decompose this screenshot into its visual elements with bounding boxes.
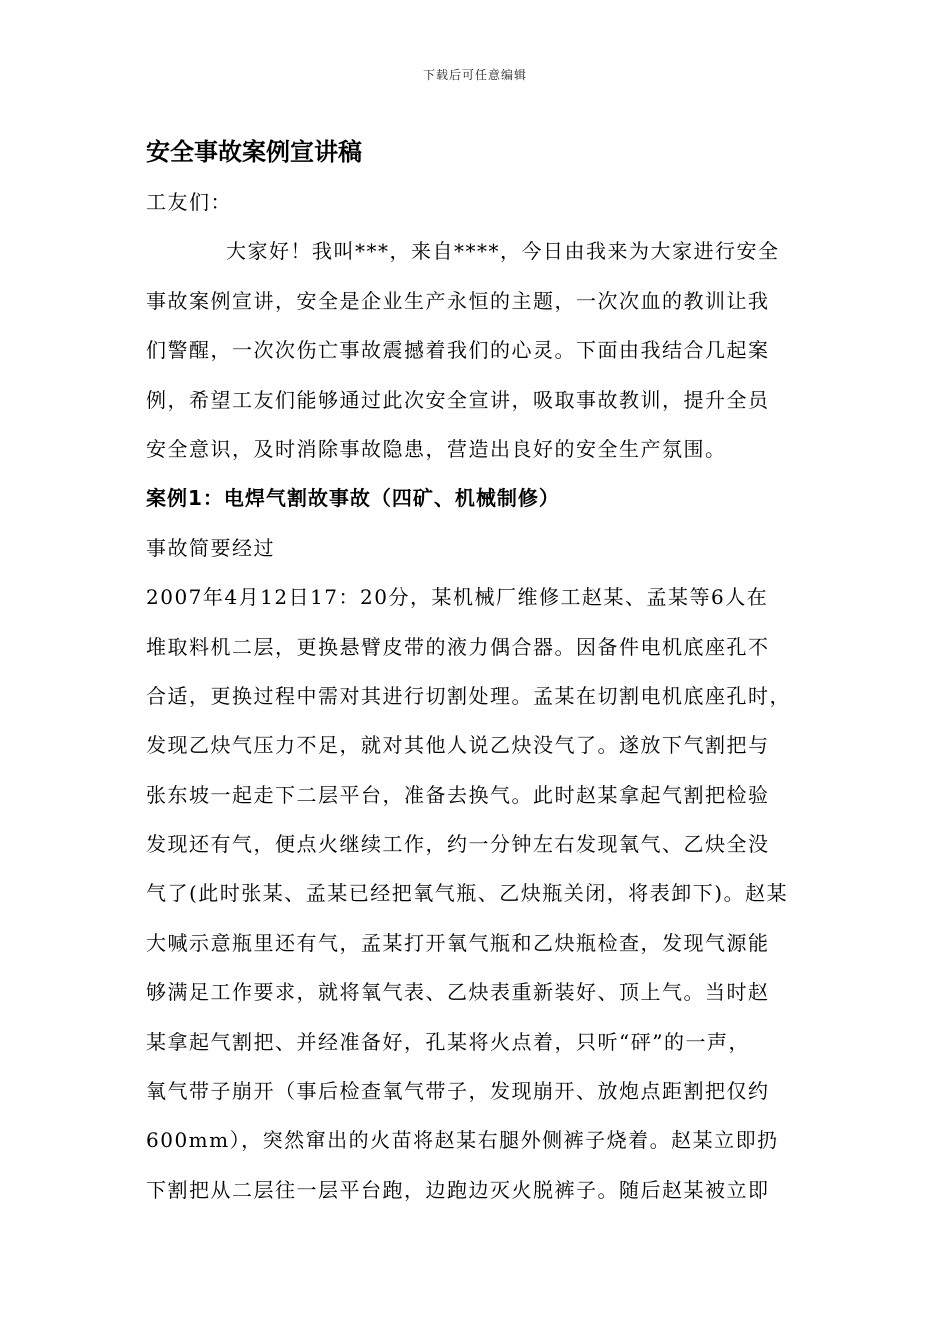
paragraph-line: 氧气带子崩开（事后检查氧气带子，发现崩开、放炮点距割把仅约	[146, 1079, 770, 1104]
document-title: 安全事故案例宣讲稿	[146, 138, 362, 166]
paragraph-line: 堆取料机二层，更换悬臂皮带的液力偶合器。因备件电机底座孔不	[146, 634, 770, 659]
paragraph-line: 600mm），突然窜出的火苗将赵某右腿外侧裤子烧着。赵某立即扔	[146, 1128, 779, 1153]
paragraph-line: 安全意识，及时消除事故隐患，营造出良好的安全生产氛围。	[146, 436, 727, 461]
paragraph-line: 事故案例宣讲，安全是企业生产永恒的主题，一次次血的教训让我	[146, 288, 770, 313]
paragraph-line: 够满足工作要求，就将氧气表、乙炔表重新装好、顶上气。当时赵	[146, 980, 770, 1005]
greeting-line: 工友们：	[146, 190, 232, 214]
header-note: 下载后可任意编辑	[422, 68, 527, 82]
paragraph-line: 某拿起气割把、并经准备好，孔某将火点着，只听“砰”的一声，	[146, 1029, 750, 1054]
case-paragraph	[146, 573, 816, 1215]
case-heading: 案例1：电焊气割故事故（四矿、机械制修）	[146, 486, 560, 511]
paragraph-line: 下割把从二层往一层平台跑，边跑边灭火脱裤子。随后赵某被立即	[146, 1177, 770, 1202]
paragraph-line: 大喊示意瓶里还有气，孟某打开氧气瓶和乙炔瓶检查，发现气源能	[146, 930, 770, 955]
paragraph-line: 合适，更换过程中需对其进行切割处理。孟某在切割电机底座孔时，	[146, 683, 791, 708]
paragraph-line: 发现乙炔气压力不足，就对其他人说乙炔没气了。遂放下气割把与	[146, 733, 770, 758]
paragraph-line: 2007年4月12日17：20分，某机械厂维修工赵某、孟某等6人在	[146, 585, 769, 610]
intro-paragraph	[146, 227, 816, 474]
paragraph-line: 气了(此时张某、孟某已经把氧气瓶、乙炔瓶关闭，将表卸下)。赵某	[146, 881, 789, 906]
paragraph-line: 大家好！我叫***，来自****，今日由我来为大家进行安全	[226, 239, 780, 264]
document-body	[146, 128, 816, 1215]
paragraph-line: 发现还有气，便点火继续工作，约一分钟左右发现氧气、乙炔全没	[146, 832, 770, 857]
paragraph-line: 们警醒，一次次伤亡事故震撼着我们的心灵。下面由我结合几起案	[146, 338, 770, 363]
paragraph-line: 张东坡一起走下二层平台，准备去换气。此时赵某拿起气割把检验	[146, 782, 770, 807]
sub-heading: 事故简要经过	[146, 535, 275, 560]
paragraph-line: 例，希望工友们能够通过此次安全宣讲，吸取事故教训，提升全员	[146, 387, 770, 412]
